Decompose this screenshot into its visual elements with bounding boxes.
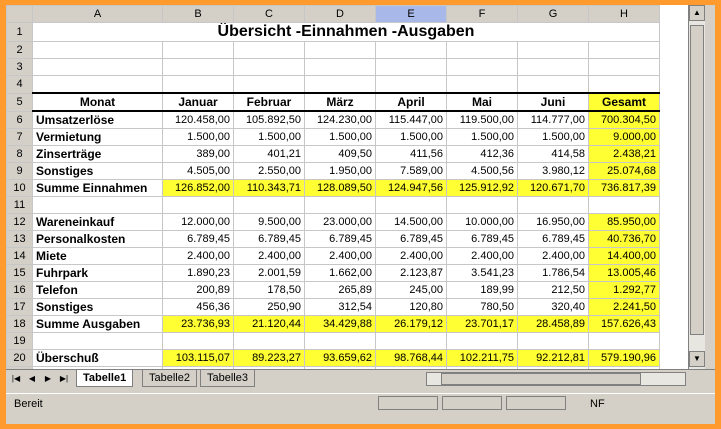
vertical-scroll-thumb[interactable] [690, 25, 704, 335]
table-row [7, 197, 660, 214]
cell-table [6, 5, 660, 369]
value-cell[interactable]: 409,50 [305, 146, 376, 163]
empty-cell[interactable] [33, 42, 163, 59]
value-cell[interactable]: 2.123,87 [376, 265, 447, 282]
header-cell[interactable]: Februar [234, 93, 305, 111]
value-cell[interactable]: 2.241,50 [589, 299, 660, 316]
value-cell[interactable]: 412,36 [447, 146, 518, 163]
value-cell[interactable]: 1.950,00 [305, 163, 376, 180]
empty-cell[interactable] [447, 59, 518, 76]
column-header-h[interactable]: H [589, 6, 660, 23]
row-header[interactable]: 7 [7, 129, 33, 146]
value-cell[interactable]: 14.400,00 [589, 248, 660, 265]
excel-window [6, 5, 715, 424]
row-header[interactable]: 11 [7, 197, 33, 214]
value-cell[interactable]: 6.789,45 [447, 231, 518, 248]
empty-cell[interactable] [305, 42, 376, 59]
value-cell[interactable]: 265,89 [305, 282, 376, 299]
value-cell[interactable]: 1.786,54 [518, 265, 589, 282]
row-header[interactable]: 20 [7, 350, 33, 367]
value-cell[interactable]: 120.458,00 [163, 111, 234, 129]
value-cell[interactable]: 189,99 [447, 282, 518, 299]
table-row [7, 163, 660, 180]
horizontal-scrollbar[interactable] [426, 372, 686, 386]
value-cell[interactable]: 6.789,45 [305, 231, 376, 248]
value-cell[interactable]: 2.400,00 [163, 248, 234, 265]
table-row [7, 23, 660, 42]
empty-cell[interactable] [447, 333, 518, 350]
value-cell[interactable]: 114.777,00 [518, 111, 589, 129]
empty-cell[interactable] [376, 59, 447, 76]
value-cell[interactable]: 124.230,00 [305, 111, 376, 129]
value-cell[interactable]: 4.500,56 [447, 163, 518, 180]
value-cell[interactable]: 1.500,00 [376, 129, 447, 146]
value-cell[interactable]: 23.000,00 [305, 214, 376, 231]
value-cell[interactable]: 579.190,96 [589, 350, 660, 367]
row-header[interactable]: 8 [7, 146, 33, 163]
value-cell[interactable]: 13.005,46 [589, 265, 660, 282]
row-label-cell[interactable]: Umsatzerlöse [33, 111, 163, 129]
table-row [7, 248, 660, 265]
value-cell[interactable]: 98.768,44 [376, 350, 447, 367]
empty-cell[interactable] [589, 59, 660, 76]
empty-cell[interactable] [589, 76, 660, 94]
row-label-cell[interactable]: Zinserträge [33, 146, 163, 163]
header-cell[interactable]: Januar [163, 93, 234, 111]
value-cell[interactable]: 245,00 [376, 282, 447, 299]
row-label-cell[interactable]: Sonstiges [33, 299, 163, 316]
empty-cell[interactable] [447, 76, 518, 94]
table-row [7, 231, 660, 248]
empty-cell[interactable] [376, 197, 447, 214]
empty-cell[interactable] [305, 197, 376, 214]
empty-cell[interactable] [163, 76, 234, 94]
table-row [7, 180, 660, 197]
scroll-up-icon[interactable]: ▲ [689, 5, 705, 21]
row-label-cell[interactable]: Überschuß [33, 350, 163, 367]
next-sheet-icon[interactable]: ▶ [44, 374, 52, 383]
tab-tabelle3[interactable]: Tabelle3 [200, 370, 255, 387]
horizontal-scroll-thumb[interactable] [441, 373, 641, 385]
table-row [7, 76, 660, 94]
empty-cell[interactable] [33, 59, 163, 76]
row-header[interactable]: 19 [7, 333, 33, 350]
empty-cell[interactable] [234, 197, 305, 214]
value-cell[interactable]: 4.505,00 [163, 163, 234, 180]
last-sheet-icon[interactable]: ▶| [59, 374, 69, 383]
row-header[interactable]: 6 [7, 111, 33, 129]
table-row [7, 282, 660, 299]
row-label-cell[interactable]: Telefon [33, 282, 163, 299]
empty-cell[interactable] [518, 76, 589, 94]
prev-sheet-icon[interactable]: ◀ [28, 374, 36, 383]
value-cell[interactable]: 3.980,12 [518, 163, 589, 180]
value-cell[interactable]: 1.292,77 [589, 282, 660, 299]
empty-cell[interactable] [305, 333, 376, 350]
value-cell[interactable]: 1.500,00 [518, 129, 589, 146]
empty-cell[interactable] [33, 76, 163, 94]
value-cell[interactable]: 125.912,92 [447, 180, 518, 197]
value-cell[interactable]: 9.000,00 [589, 129, 660, 146]
row-header[interactable]: 12 [7, 214, 33, 231]
row-label-cell[interactable]: Sonstiges [33, 163, 163, 180]
empty-cell[interactable] [163, 42, 234, 59]
value-cell[interactable]: 34.429,88 [305, 316, 376, 333]
empty-cell[interactable] [518, 42, 589, 59]
row-header[interactable]: 3 [7, 59, 33, 76]
value-cell[interactable]: 128.089,50 [305, 180, 376, 197]
table-row [7, 265, 660, 282]
value-cell[interactable]: 411,56 [376, 146, 447, 163]
row-label-cell[interactable]: Wareneinkauf [33, 214, 163, 231]
empty-cell[interactable] [376, 76, 447, 94]
row-header[interactable]: 9 [7, 163, 33, 180]
table-row [7, 59, 660, 76]
value-cell[interactable]: 2.400,00 [518, 248, 589, 265]
column-header-c[interactable]: C [234, 6, 305, 23]
value-cell[interactable]: 1.890,23 [163, 265, 234, 282]
select-all-corner[interactable] [7, 6, 33, 23]
value-cell[interactable]: 102.211,75 [447, 350, 518, 367]
table-row [7, 333, 660, 350]
table-row [7, 111, 660, 129]
table-row [7, 146, 660, 163]
value-cell[interactable]: 1.500,00 [447, 129, 518, 146]
column-header-b[interactable]: B [163, 6, 234, 23]
value-cell[interactable]: 1.500,00 [305, 129, 376, 146]
value-cell[interactable]: 93.659,62 [305, 350, 376, 367]
value-cell[interactable]: 1.662,00 [305, 265, 376, 282]
value-cell[interactable]: 2.400,00 [305, 248, 376, 265]
value-cell[interactable]: 26.179,12 [376, 316, 447, 333]
empty-cell[interactable] [234, 59, 305, 76]
column-header-f[interactable]: F [447, 6, 518, 23]
vertical-scrollbar[interactable] [688, 5, 705, 369]
value-cell[interactable]: 3.541,23 [447, 265, 518, 282]
empty-cell[interactable] [518, 59, 589, 76]
value-cell[interactable]: 115.447,00 [376, 111, 447, 129]
status-bar [6, 393, 715, 414]
value-cell[interactable]: 2.400,00 [447, 248, 518, 265]
value-cell[interactable]: 2.400,00 [376, 248, 447, 265]
table-row [7, 350, 660, 367]
table-row [7, 129, 660, 146]
value-cell[interactable]: 320,40 [518, 299, 589, 316]
empty-cell[interactable] [33, 197, 163, 214]
empty-cell[interactable] [163, 197, 234, 214]
value-cell[interactable]: 89.223,27 [234, 350, 305, 367]
value-cell[interactable]: 120.671,70 [518, 180, 589, 197]
value-cell[interactable]: 6.789,45 [376, 231, 447, 248]
header-cell[interactable]: Mai [447, 93, 518, 111]
empty-cell[interactable] [163, 333, 234, 350]
value-cell[interactable]: 21.120,44 [234, 316, 305, 333]
value-cell[interactable]: 2.001,59 [234, 265, 305, 282]
value-cell[interactable]: 28.458,89 [518, 316, 589, 333]
table-row [7, 93, 660, 111]
column-header-a[interactable]: A [33, 6, 163, 23]
value-cell[interactable]: 2.438,21 [589, 146, 660, 163]
empty-cell[interactable] [163, 59, 234, 76]
value-cell[interactable]: 6.789,45 [518, 231, 589, 248]
empty-cell[interactable] [589, 333, 660, 350]
value-cell[interactable]: 23.736,93 [163, 316, 234, 333]
value-cell[interactable]: 200,89 [163, 282, 234, 299]
value-cell[interactable]: 736.817,39 [589, 180, 660, 197]
value-cell[interactable]: 2.550,00 [234, 163, 305, 180]
row-header[interactable]: 10 [7, 180, 33, 197]
value-cell[interactable]: 110.343,71 [234, 180, 305, 197]
value-cell[interactable]: 105.892,50 [234, 111, 305, 129]
value-cell[interactable]: 456,36 [163, 299, 234, 316]
column-header-e[interactable]: E [376, 6, 447, 23]
empty-cell[interactable] [234, 76, 305, 94]
scroll-down-icon[interactable]: ▼ [689, 351, 705, 367]
table-row [7, 299, 660, 316]
value-cell[interactable]: 1.500,00 [163, 129, 234, 146]
row-header[interactable]: 17 [7, 299, 33, 316]
sheet-tab-bar [6, 369, 715, 388]
value-cell[interactable]: 119.500,00 [447, 111, 518, 129]
value-cell[interactable]: 12.000,00 [163, 214, 234, 231]
value-cell[interactable]: 92.212,81 [518, 350, 589, 367]
empty-cell[interactable] [447, 42, 518, 59]
value-cell[interactable]: 6.789,45 [234, 231, 305, 248]
value-cell[interactable]: 124.947,56 [376, 180, 447, 197]
row-label-cell[interactable]: Personalkosten [33, 231, 163, 248]
first-sheet-icon[interactable]: |◀ [11, 374, 21, 383]
empty-cell[interactable] [518, 333, 589, 350]
empty-cell[interactable] [305, 76, 376, 94]
header-cell[interactable]: Gesamt [589, 93, 660, 111]
value-cell[interactable]: 126.852,00 [163, 180, 234, 197]
value-cell[interactable]: 103.115,07 [163, 350, 234, 367]
header-cell[interactable]: Juni [518, 93, 589, 111]
table-row [7, 214, 660, 231]
tab-tabelle2[interactable]: Tabelle2 [142, 370, 197, 387]
row-label-cell[interactable]: Vermietung [33, 129, 163, 146]
status-ready: Bereit [14, 398, 43, 410]
value-cell[interactable]: 40.736,70 [589, 231, 660, 248]
value-cell[interactable]: 414,58 [518, 146, 589, 163]
row-label-cell[interactable]: Summe Einnahmen [33, 180, 163, 197]
value-cell[interactable]: 23.701,17 [447, 316, 518, 333]
spreadsheet-grid [6, 5, 688, 369]
row-label-cell[interactable]: Fuhrpark [33, 265, 163, 282]
value-cell[interactable]: 14.500,00 [376, 214, 447, 231]
empty-cell[interactable] [589, 197, 660, 214]
column-header-g[interactable]: G [518, 6, 589, 23]
value-cell[interactable]: 1.500,00 [234, 129, 305, 146]
value-cell[interactable]: 157.626,43 [589, 316, 660, 333]
row-header[interactable]: 13 [7, 231, 33, 248]
value-cell[interactable]: 6.789,45 [163, 231, 234, 248]
empty-cell[interactable] [376, 42, 447, 59]
row-header[interactable]: 15 [7, 265, 33, 282]
row-header[interactable]: 4 [7, 76, 33, 94]
empty-cell[interactable] [33, 333, 163, 350]
row-header[interactable]: 2 [7, 42, 33, 59]
value-cell[interactable]: 312,54 [305, 299, 376, 316]
empty-cell[interactable] [518, 197, 589, 214]
header-cell[interactable]: April [376, 93, 447, 111]
row-label-cell[interactable]: Summe Ausgaben [33, 316, 163, 333]
status-panel [378, 396, 438, 410]
value-cell[interactable]: 9.500,00 [234, 214, 305, 231]
row-header[interactable]: 14 [7, 248, 33, 265]
status-numlock: NF [590, 398, 605, 410]
value-cell[interactable]: 700.304,50 [589, 111, 660, 129]
empty-cell[interactable] [589, 42, 660, 59]
table-row [7, 42, 660, 59]
value-cell[interactable]: 120,80 [376, 299, 447, 316]
value-cell[interactable]: 401,21 [234, 146, 305, 163]
value-cell[interactable]: 250,90 [234, 299, 305, 316]
empty-cell[interactable] [305, 59, 376, 76]
tab-tabelle1[interactable]: Tabelle1 [76, 370, 133, 387]
empty-cell[interactable] [234, 42, 305, 59]
row-header[interactable]: 16 [7, 282, 33, 299]
value-cell[interactable]: 178,50 [234, 282, 305, 299]
column-header-d[interactable]: D [305, 6, 376, 23]
value-cell[interactable]: 212,50 [518, 282, 589, 299]
table-row [7, 316, 660, 333]
header-cell[interactable]: März [305, 93, 376, 111]
value-cell[interactable]: 16.950,00 [518, 214, 589, 231]
header-cell[interactable]: Monat [33, 93, 163, 111]
empty-cell[interactable] [234, 333, 305, 350]
empty-cell[interactable] [447, 197, 518, 214]
value-cell[interactable]: 389,00 [163, 146, 234, 163]
value-cell[interactable]: 7.589,00 [376, 163, 447, 180]
row-label-cell[interactable]: Miete [33, 248, 163, 265]
sheet-title[interactable]: Übersicht -Einnahmen -Ausgaben [33, 23, 660, 42]
row-header[interactable]: 1 [7, 23, 33, 42]
value-cell[interactable]: 25.074,68 [589, 163, 660, 180]
value-cell[interactable]: 85.950,00 [589, 214, 660, 231]
row-header[interactable]: 5 [7, 93, 33, 111]
status-panel [506, 396, 566, 410]
value-cell[interactable]: 2.400,00 [234, 248, 305, 265]
status-panel [442, 396, 502, 410]
value-cell[interactable]: 780,50 [447, 299, 518, 316]
row-header[interactable]: 18 [7, 316, 33, 333]
value-cell[interactable]: 10.000,00 [447, 214, 518, 231]
empty-cell[interactable] [376, 333, 447, 350]
